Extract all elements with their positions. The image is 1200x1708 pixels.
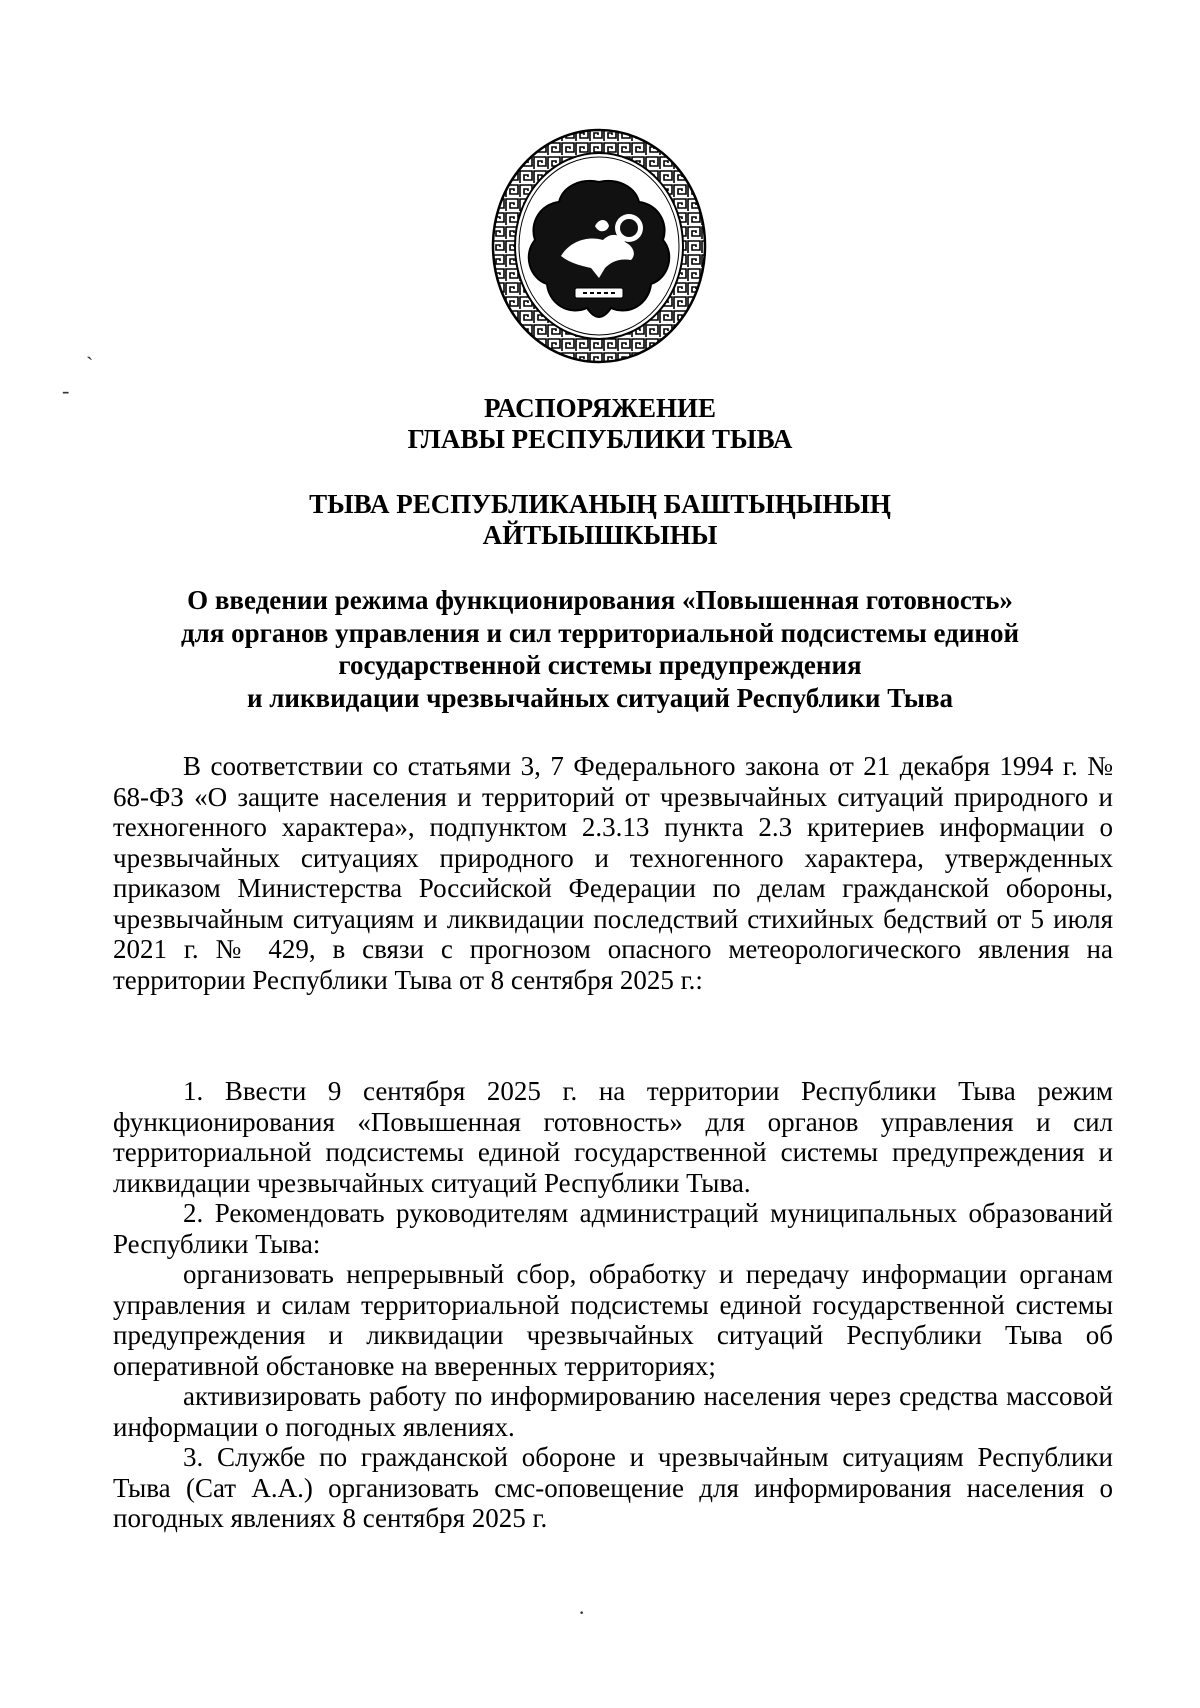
document-type-tv: [100, 489, 1100, 551]
document-type-ru-line1: РАСПОРЯЖЕНИЕ: [483, 393, 717, 423]
preamble-paragraph: В соответствии со статьями 3, 7 Федерального закона от 21 декабря 1994 г. № 68-ФЗ «О защите населения и территорий от чрезвычайных ситуаций природного и техногенного характера», подпунктом 2.3.13 пункта 2.3 критериев информации о чрезвычайных ситуациях природного и техногенного характера, утвержденных приказом Министерства Российской Федерации по делам гражданской обороны, чрезвычайным ситуациям и ликвидации последствий стихийных бедствий от 5 июля 2021 г. № 429, в связи с прогнозом опасного метеорологического явления на территории Республики Тыва от 8 сентября 2025 г.:: [113, 751, 1113, 995]
document-type-ru-line2: ГЛАВЫ РЕСПУБЛИКИ ТЫВА: [407, 424, 793, 454]
order-point-2-subitem-2: активизировать работу по информированию населения через средства массовой информации о погодных явлениях.: [113, 1381, 1113, 1442]
document-title-line3: государственной системы предупреждения: [338, 650, 862, 680]
document-title-line1: О введении режима функционирования «Повышенная готовность»: [187, 585, 1013, 615]
preamble: [113, 751, 1113, 995]
scan-speck: -: [62, 378, 70, 403]
document-title-line4: и ликвидации чрезвычайных ситуаций Республики Тыва: [246, 682, 954, 713]
document-type-tv-line2: АЙТЫЫШКЫНЫ: [482, 520, 718, 550]
order-points: [113, 1076, 1113, 1534]
scan-speck: ·: [578, 1600, 586, 1625]
tuva-coat-of-arms-icon: [491, 128, 707, 364]
document-title: [100, 584, 1100, 714]
scan-speck: `: [86, 352, 94, 377]
document-type-tv-line1: ТЫВА РЕСПУБЛИКАНЫҢ БАШТЫҢЫНЫҢ: [309, 489, 891, 519]
order-point-2-subitem-1: организовать непрерывный сбор, обработку и передачу информации органам управления и силам территориальной подсистемы единой государственной системы предупреждения и ликвидации чрезвычайных ситуаций Республики Тыва об оперативной обстановке на вверенных территориях;: [113, 1259, 1113, 1381]
order-point-2: 2. Рекомендовать руководителям администраций муниципальных образований Республики Тыва:: [113, 1198, 1113, 1259]
order-point-1: 1. Ввести 9 сентября 2025 г. на территории Республики Тыва режим функционирования «Повышенная готовность» для органов управления и сил территориальной подсистемы единой государственной системы предупреждения и ликвидации чрезвычайных ситуаций Республики Тыва.: [113, 1076, 1113, 1198]
document-type-ru: [100, 393, 1100, 455]
document-title-line2: для органов управления и сил территориальной подсистемы единой: [180, 617, 1020, 648]
order-point-3: 3. Службе по гражданской обороне и чрезвычайным ситуациям Республики Тыва (Сат А.А.) организовать смс-оповещение для информирования населения о погодных явлениях 8 сентября 2025 г.: [113, 1442, 1113, 1533]
